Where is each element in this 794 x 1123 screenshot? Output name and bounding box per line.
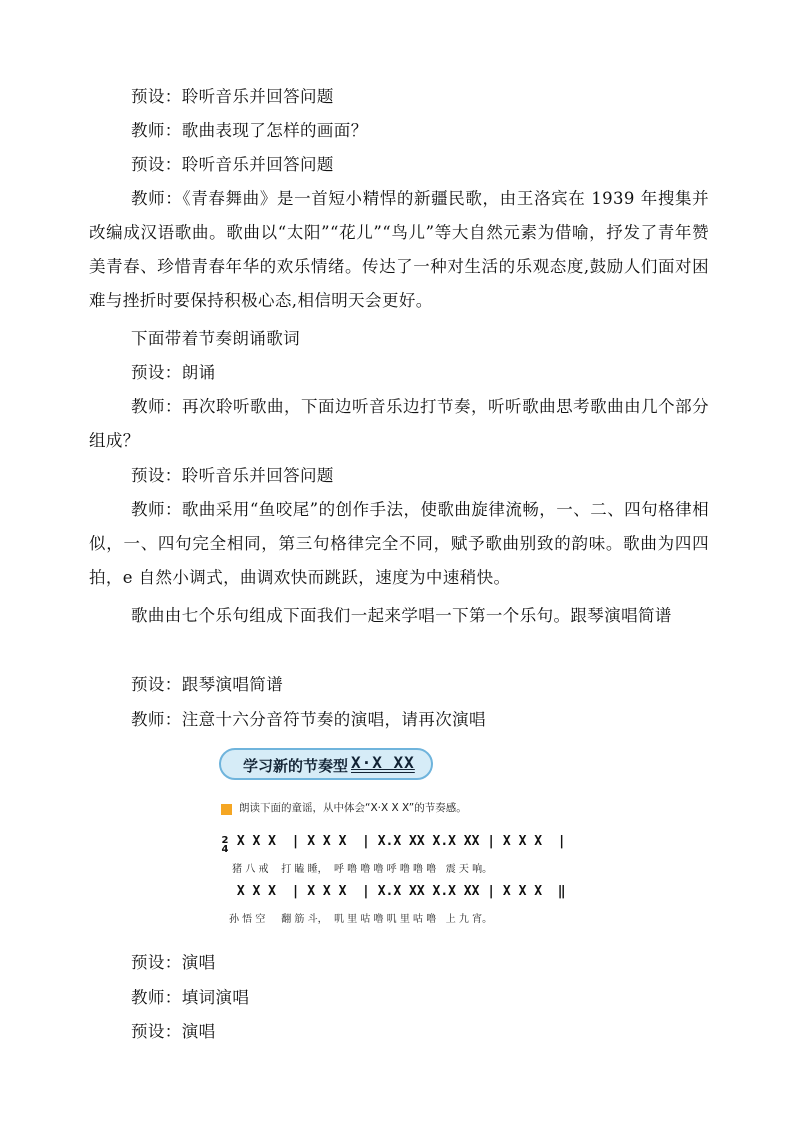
instruction-square-icon [221, 804, 232, 815]
paragraph-preset-sing-2: 预设：演唱 [131, 953, 216, 972]
paragraph-teacher-analysis: 教师：歌曲采用“鱼咬尾”的创作手法，使歌曲旋律流畅，一、二、四句格律相似，一、四句完全相同，第三句格律完全不同，赋予歌曲别致的韵味。歌曲为四四拍，e 自然小调式，曲调欢快而跳跃，速度为中速稍快。 [89, 500, 709, 587]
rhythm-row-2: X X X | X X X | X.X XX X.X XX | X X X ‖ [229, 884, 566, 899]
paragraph-preset-sing-3: 预设：演唱 [131, 1022, 216, 1041]
rhythm-exercise-figure [219, 748, 566, 938]
banner-rhythm-pattern: X·X XX [351, 753, 415, 772]
rhythm-row-1: X X X | X X X | X.X XX X.X XX | X X X | [229, 834, 566, 849]
paragraph-teacher-listen-again: 教师：再次聆听歌曲，下面边听音乐边打节奏，听听歌曲思考歌曲由几个部分组成？ [89, 397, 709, 450]
paragraph-teacher-1: 教师：歌曲表现了怎样的画面？ [131, 121, 368, 140]
paragraph-preset-2: 预设：聆听音乐并回答问题 [131, 155, 334, 174]
banner-title: 学习新的节奏型 [243, 757, 349, 775]
time-signature [221, 836, 229, 854]
paragraph-phrases: 歌曲由七个乐句组成下面我们一起来学唱一下第一个乐句。跟琴演唱简谱 [131, 606, 672, 625]
time-signature-top: 2 [221, 835, 229, 846]
lyrics-row-1: 猪 八 戒 打 瞌 睡， 呼 噜 噜 噜 呼 噜 噜 噜 震 天 响。 [229, 864, 493, 875]
rhythm-banner [219, 748, 433, 780]
paragraph-preset-3: 预设：聆听音乐并回答问题 [131, 466, 334, 485]
paragraph-preset-sing: 预设：跟琴演唱简谱 [131, 675, 284, 694]
paragraph-teacher-sixteenth: 教师：注意十六分音符节奏的演唱，请再次演唱 [131, 710, 486, 729]
paragraph-teacher-intro: 教师：《青春舞曲》是一首短小精悍的新疆民歌，由王洛宾在 1939 年搜集并改编成汉语歌曲。歌曲以“太阳”“花儿”“鸟儿”等大自然元素为借喻，抒发了青年赞美青春、珍惜青春年华的欢乐情绪。传达了一种对生活的乐观态度,鼓励人们面对困难与挫折时要保持积极心态,相信明天会更好。 [89, 189, 709, 310]
time-signature-bottom: 4 [221, 844, 229, 855]
paragraph-preset-recite: 预设：朗诵 [131, 363, 216, 382]
lyrics-row-2: 孙 悟 空 翻 筋 斗， 叽 里 咕 噜 叽 里 咕 噜 上 九 宵。 [229, 914, 493, 925]
exercise-instruction: 朗读下面的童谣，从中体会“X·X X X”的节奏感。 [239, 802, 467, 814]
paragraph-preset-1: 预设：聆听音乐并回答问题 [131, 87, 334, 106]
paragraph-recite-instruction: 下面带着节奏朗诵歌词 [131, 329, 300, 348]
paragraph-teacher-fill-lyrics: 教师：填词演唱 [131, 988, 250, 1007]
